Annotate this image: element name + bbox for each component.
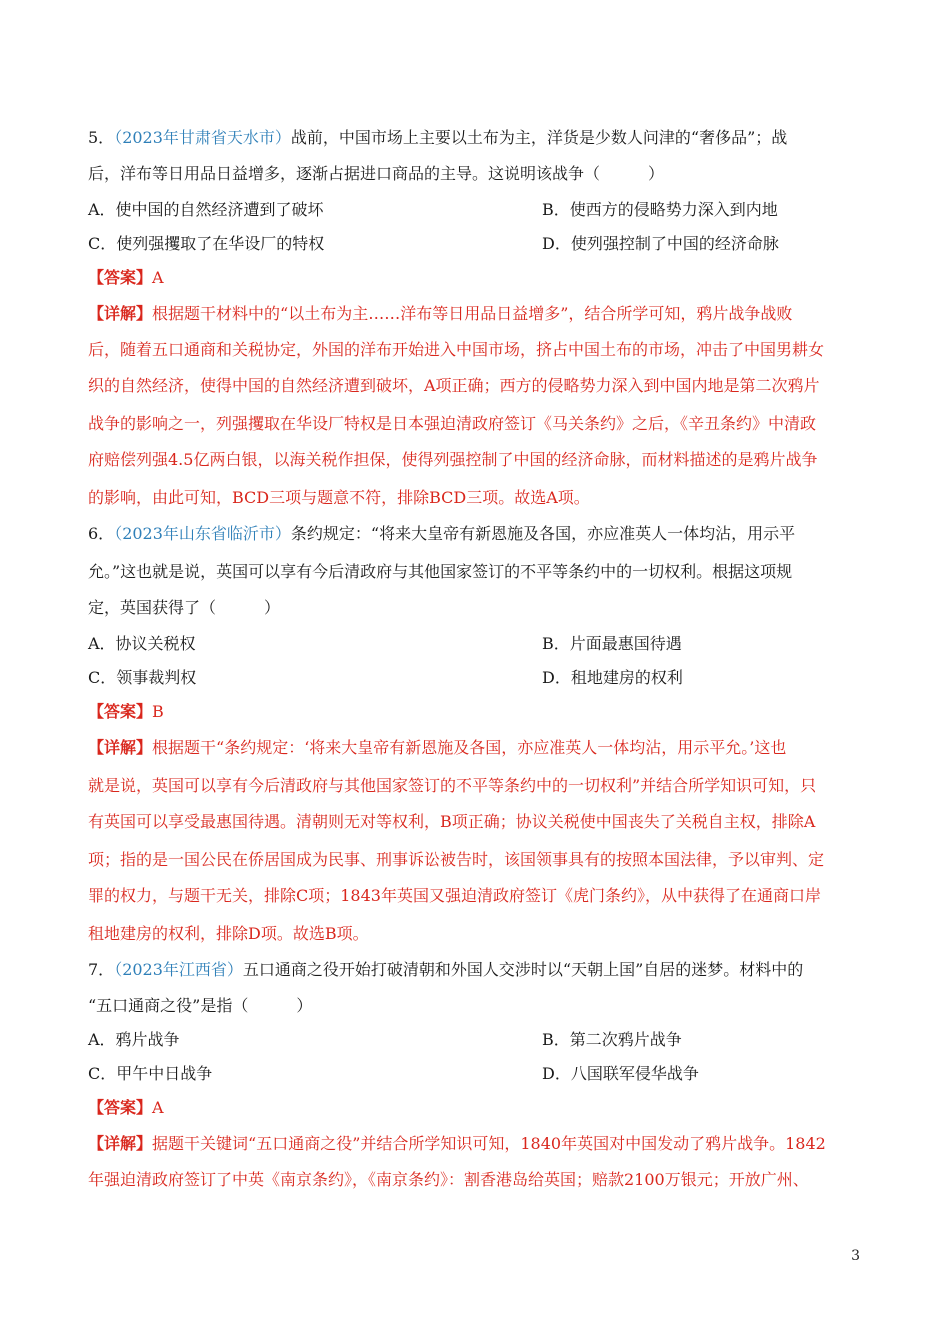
option-c[interactable]: C．领事裁判权 <box>88 668 197 687</box>
question-5-detail-line-4: 战争的影响之一，列强攫取在华设厂特权是日本强迫清政府签订《马关条约》之后，《辛丑条约》中清政 <box>88 414 817 433</box>
question-6-options-row-1 <box>88 634 682 654</box>
question-6-detail-line-6: 租地建房的权利，排除D项。故选B项。 <box>88 924 369 943</box>
option-b[interactable]: B．使西方的侵略势力深入到内地 <box>542 200 778 219</box>
option-b[interactable]: B．片面最惠国待遇 <box>542 634 682 653</box>
question-5-options-row-1 <box>88 200 778 220</box>
option-c[interactable]: C．甲午中日战争 <box>88 1064 213 1083</box>
question-number: 5． <box>88 128 115 147</box>
question-7-detail-line-2: 年强迫清政府签订了中英《南京条约》，《南京条约》：割香港岛给英国；赔款2100万银元；开放广州、 <box>88 1170 809 1189</box>
option-a[interactable]: A．鸦片战争 <box>88 1030 180 1049</box>
question-6-detail-line-1: 【详解】根据题干“条约规定：‘将来大皇帝有新恩施及各国，亦应准英人一体均沾，用示平允。’这也 <box>88 738 787 757</box>
question-number: 6． <box>88 524 115 543</box>
question-6-stem-line-3: 定，英国获得了（ ） <box>88 598 281 617</box>
question-5-detail-line-1: 【详解】根据题干材料中的“以土布为主……洋布等日用品日益增多”，结合所学可知，鸦片战争战败 <box>88 304 793 323</box>
question-number: 7． <box>88 960 115 979</box>
question-5-detail-line-5: 府赔偿列强4.5亿两白银，以海关税作担保，使得列强控制了中国的经济命脉，而材料描述的是鸦片战争 <box>88 450 818 469</box>
question-6-detail-line-4: 项；指的是一国公民在侨居国成为民事、刑事诉讼被告时，该国领事具有的按照本国法律，予以审判、定 <box>88 850 825 869</box>
question-5-answer: 【答案】A <box>88 268 164 287</box>
question-5-stem-line-2: 后，洋布等日用品日益增多，逐渐占据进口商品的主导。这说明该战争（ ） <box>88 164 665 183</box>
question-5-detail-line-6: 的影响，由此可知，BCD三项与题意不符，排除BCD三项。故选A项。 <box>88 488 590 507</box>
question-7-stem-line-2: “五口通商之役”是指（ ） <box>88 996 313 1015</box>
question-6-stem-line-2: 允。”这也就是说，英国可以享有今后清政府与其他国家签订的不平等条约中的一切权利。根据这项规 <box>88 562 793 581</box>
option-d[interactable]: D．租地建房的权利 <box>542 668 683 687</box>
question-7-options-row-2 <box>88 1064 699 1084</box>
option-b[interactable]: B．第二次鸦片战争 <box>542 1030 682 1049</box>
option-d[interactable]: D．使列强控制了中国的经济命脉 <box>542 234 779 253</box>
question-6-answer: 【答案】B <box>88 702 164 721</box>
question-5-options-row-2 <box>88 234 779 254</box>
question-7-stem-line-1: 7．（2023年江西省）五口通商之役开始打破清朝和外国人交涉时以“天朝上国”自居的迷梦。材料中的 <box>88 960 804 979</box>
question-5-detail-line-3: 织的自然经济，使得中国的自然经济遭到破坏，A项正确；西方的侵略势力深入到中国内地是第二次鸦片 <box>88 376 820 395</box>
question-source: （2023年山东省临沂市） <box>114 524 291 543</box>
option-c[interactable]: C．使列强攫取了在华设厂的特权 <box>88 234 325 253</box>
question-7-options-row-1 <box>88 1030 682 1050</box>
question-6-options-row-2 <box>88 668 683 688</box>
question-6-detail-line-5: 罪的权力，与题干无关，排除C项；1843年英国又强迫清政府签订《虎门条约》，从中获得了在通商口岸 <box>88 886 821 905</box>
question-6-detail-line-2: 就是说，英国可以享有今后清政府与其他国家签订的不平等条约中的一切权利”并结合所学知识可知，只 <box>88 776 817 795</box>
option-d[interactable]: D．八国联军侵华战争 <box>542 1064 699 1083</box>
question-5-detail-line-2: 后，随着五口通商和关税协定，外国的洋布开始进入中国市场，挤占中国土布的市场，冲击了中国男耕女 <box>88 340 825 359</box>
question-6-stem-line-1: 6．（2023年山东省临沂市）条约规定：“将来大皇帝有新恩施及各国，亦应准英人一体均沾，用示平 <box>88 524 796 543</box>
option-a[interactable]: A．使中国的自然经济遭到了破坏 <box>88 200 324 219</box>
question-source: （2023年江西省） <box>114 960 243 979</box>
question-7-detail-line-1: 【详解】据题干关键词“五口通商之役”并结合所学知识可知，1840年英国对中国发动了鸦片战争。1842 <box>88 1134 826 1153</box>
question-source: （2023年甘肃省天水市） <box>114 128 291 147</box>
page-number: 3 <box>851 1248 860 1264</box>
question-7-answer: 【答案】A <box>88 1098 164 1117</box>
question-5-stem-line-1: 5．（2023年甘肃省天水市）战前，中国市场上主要以土布为主，洋货是少数人问津的“奢侈品”；战 <box>88 128 788 147</box>
option-a[interactable]: A．协议关税权 <box>88 634 196 653</box>
question-6-detail-line-3: 有英国可以享受最惠国待遇。清朝则无对等权利，B项正确；协议关税使中国丧失了关税自主权，排除A <box>88 812 816 831</box>
